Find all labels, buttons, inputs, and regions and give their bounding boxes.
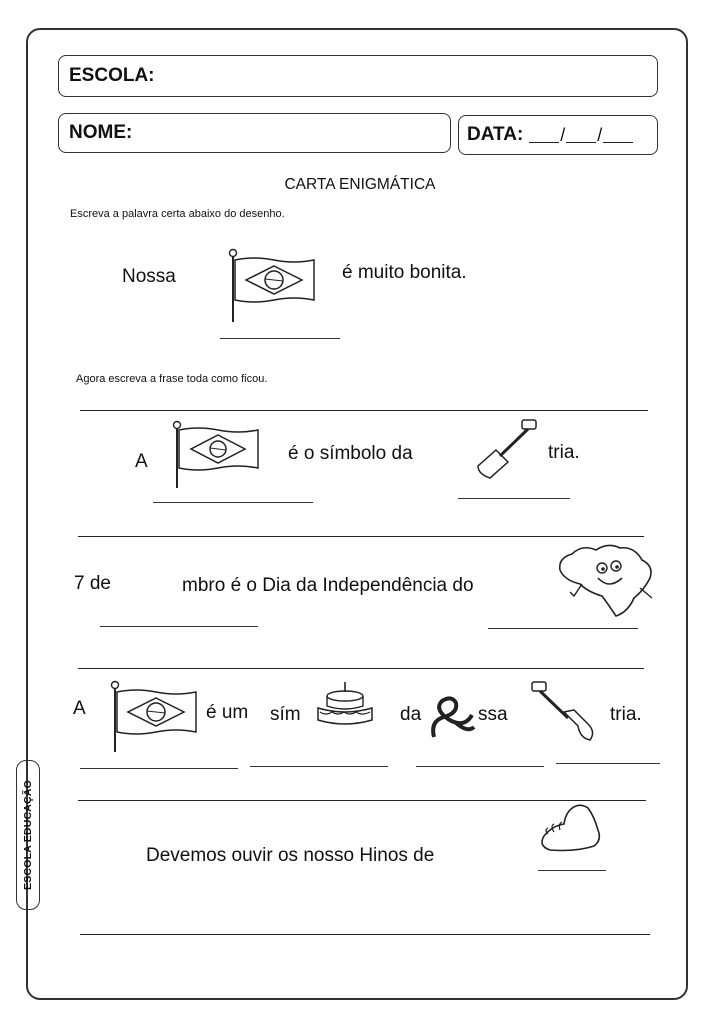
writing-line[interactable]: [78, 536, 644, 537]
answer-blank[interactable]: [416, 766, 544, 767]
date-year-blank[interactable]: [603, 127, 633, 143]
date-separator: /: [597, 124, 603, 145]
date-label: DATA:: [467, 124, 524, 145]
sentence-3-part-4: ssa: [478, 704, 508, 725]
sentence-1-start: A: [135, 451, 148, 472]
worksheet-title: CARTA ENIGMÁTICA: [284, 176, 436, 193]
worksheet: [60, 168, 660, 983]
shovel-icon: [530, 680, 602, 744]
sentence-4-text: Devemos ouvir os nosso Hinos de: [146, 845, 435, 866]
sentence-2-middle: mbro é o Dia da Independência do: [182, 575, 474, 596]
flag-of-brazil-icon: [224, 248, 320, 324]
school-label: ESCOLA:: [69, 65, 155, 86]
sentence-3-part-3: da: [400, 704, 422, 725]
example-text-after: é muito bonita.: [342, 262, 467, 283]
shovel-icon: [472, 418, 544, 482]
answer-blank[interactable]: [488, 628, 638, 629]
name-field[interactable]: [58, 113, 451, 153]
birthday-cake-icon: [312, 680, 378, 728]
sentence-3-start: A: [73, 698, 86, 719]
writing-line[interactable]: [78, 668, 644, 669]
brazil-map-character-icon: [552, 540, 660, 620]
instruction-2: Agora escreva a frase toda como ficou.: [76, 373, 268, 385]
foot-icon: [536, 802, 606, 856]
sentence-3-end: tria.: [610, 704, 642, 725]
writing-line[interactable]: [80, 410, 648, 411]
flag-of-brazil-icon: [168, 420, 264, 490]
sentence-1-end: tria.: [548, 442, 580, 463]
side-watermark-label: [16, 760, 40, 910]
date-month-blank[interactable]: [566, 127, 596, 143]
sentence-2-start: 7 de: [74, 573, 111, 594]
date-day-blank[interactable]: [529, 127, 559, 143]
writing-line[interactable]: [80, 934, 650, 935]
answer-blank[interactable]: [153, 502, 313, 503]
school-field[interactable]: [58, 55, 658, 97]
answer-blank[interactable]: [556, 763, 660, 764]
instruction-1: Escreva a palavra certa abaixo do desenho.: [70, 208, 285, 220]
writing-line[interactable]: [78, 800, 646, 801]
answer-blank[interactable]: [220, 338, 340, 339]
knot-icon: [426, 693, 478, 745]
date-field[interactable]: [458, 115, 658, 155]
sentence-3-part-1: é um: [206, 702, 249, 723]
date-separator: /: [560, 124, 566, 145]
answer-blank[interactable]: [100, 626, 258, 627]
flag-of-brazil-icon: [106, 680, 202, 754]
example-text-before: Nossa: [122, 266, 176, 287]
name-label: NOME:: [69, 122, 133, 143]
answer-blank[interactable]: [538, 870, 606, 871]
answer-blank[interactable]: [80, 768, 238, 769]
answer-blank[interactable]: [458, 498, 570, 499]
sentence-3-part-2: sím: [270, 704, 301, 725]
side-label-text: ESCOLA EDUCAÇÃO: [22, 780, 35, 890]
answer-blank[interactable]: [250, 766, 388, 767]
sentence-1-middle: é o símbolo da: [288, 443, 413, 464]
